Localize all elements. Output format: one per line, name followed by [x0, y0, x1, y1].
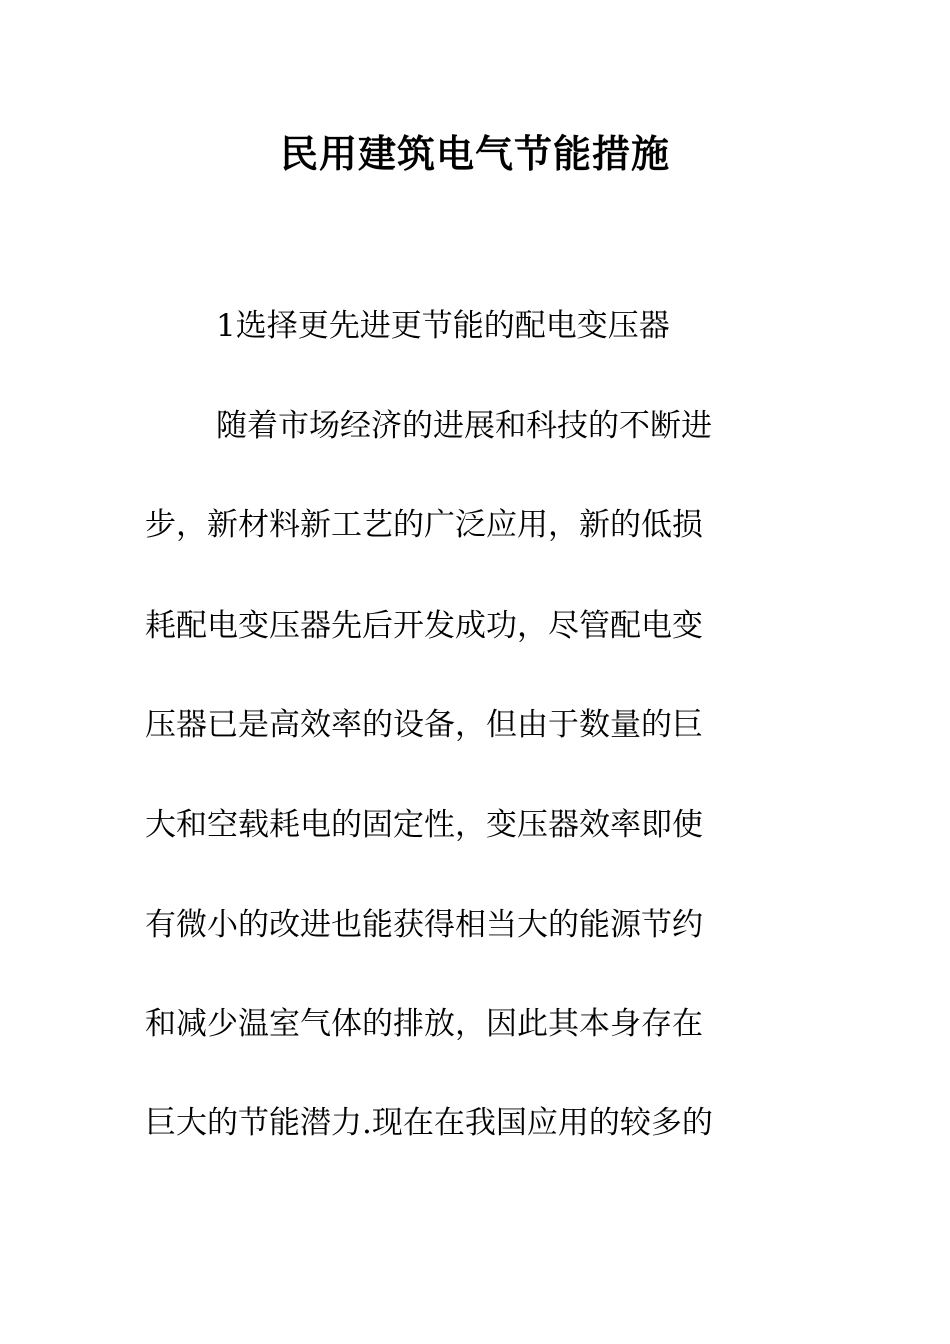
document-title: 民用建筑电气节能措施	[279, 132, 670, 176]
paragraph-line: 巨大的节能潜力.现在在我国应用的较多的	[145, 1105, 713, 1141]
paragraph-line: 步，新材料新工艺的广泛应用，新的低损	[145, 507, 703, 543]
paragraph-line: 有微小的改进也能获得相当大的能源节约	[145, 907, 703, 943]
section-heading: 1选择更先进更节能的配电变压器	[216, 308, 670, 344]
paragraph-line: 大和空载耗电的固定性，变压器效率即使	[145, 807, 703, 843]
paragraph-line: 压器已是高效率的设备，但由于数量的巨	[145, 707, 703, 743]
paragraph-line: 和减少温室气体的排放，因此其本身存在	[145, 1006, 703, 1042]
paragraph-line: 耗配电变压器先后开发成功，尽管配电变	[145, 608, 703, 644]
paragraph-line: 随着市场经济的进展和科技的不断进	[216, 408, 712, 444]
